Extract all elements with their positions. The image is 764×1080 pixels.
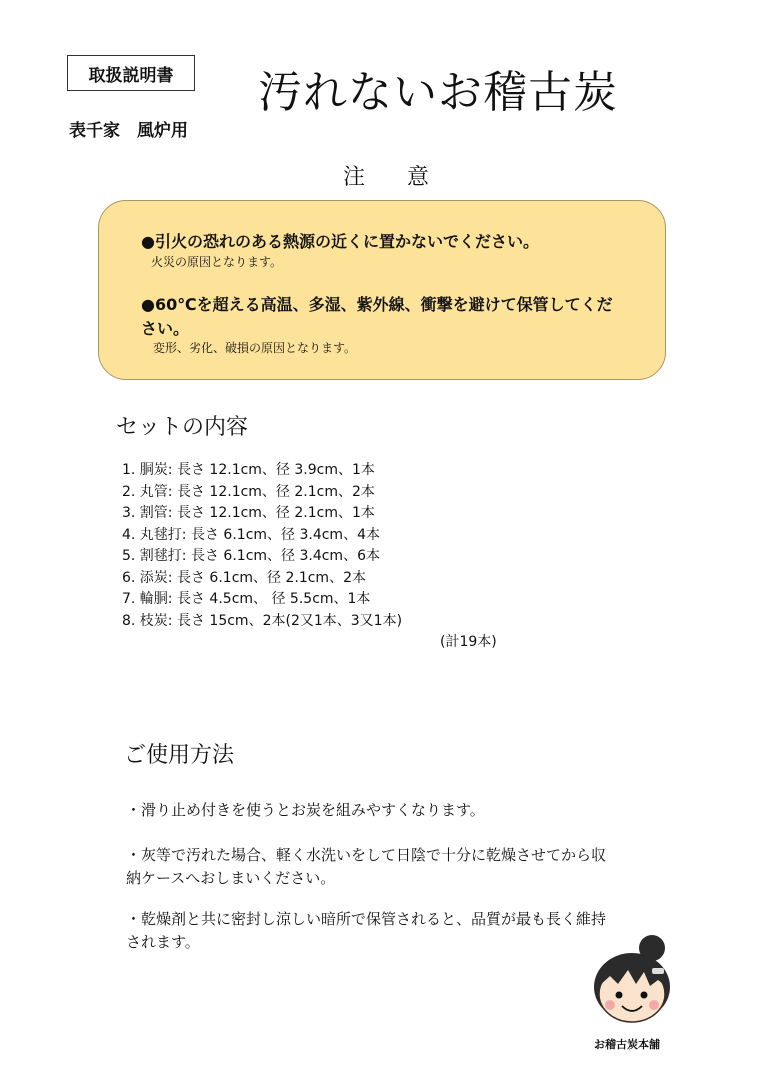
- mascot-face-icon: [588, 932, 678, 1027]
- list-item: 7. 輪胴: 長さ 4.5cm、 径 5.5cm、1本: [122, 591, 371, 607]
- warning-2-cont: さい。: [141, 319, 190, 338]
- total-count: (計19本): [440, 634, 497, 650]
- manual-badge: 取扱説明書: [67, 55, 195, 91]
- caution-heading: 注 意: [343, 165, 440, 190]
- list-item: 3. 割管: 長さ 12.1cm、径 2.1cm、1本: [122, 505, 375, 521]
- usage-2: ・灰等で汚れた場合、軽く水洗いをして日陰で十分に乾燥させてから収: [126, 846, 607, 864]
- list-item: 6. 添炭: 長さ 6.1cm、径 2.1cm、2本: [122, 570, 366, 586]
- warning-1: ●引火の恐れのある熱源の近くに置かないでください。: [141, 232, 539, 251]
- warning-2: ●60℃を超える高温、多湿、紫外線、衝撃を避けて保管してくだ: [141, 295, 613, 314]
- reason-2: 変形、劣化、破損の原因となります。: [153, 341, 357, 355]
- list-item: 1. 胴炭: 長さ 12.1cm、径 3.9cm、1本: [122, 462, 375, 478]
- subtitle: 表千家 風炉用: [69, 121, 188, 141]
- list-item: 4. 丸毬打: 長さ 6.1cm、径 3.4cm、4本: [122, 527, 380, 543]
- contents-heading: セットの内容: [116, 415, 249, 440]
- usage-heading: ご使用方法: [124, 743, 235, 768]
- list-item: 5. 割毬打: 長さ 6.1cm、径 3.4cm、6本: [122, 548, 380, 564]
- usage-1: ・滑り止め付きを使うとお炭を組みやすくなります。: [126, 801, 485, 819]
- list-item: 8. 枝炭: 長さ 15cm、2本(2又1本、3又1本): [122, 613, 403, 629]
- usage-3: ・乾燥剤と共に密封し涼しい暗所で保管されると、品質が最も長く維持: [126, 910, 607, 928]
- list-item: 2. 丸管: 長さ 12.1cm、径 2.1cm、2本: [122, 484, 375, 500]
- usage-3-cont: されます。: [126, 933, 200, 951]
- page-title: 汚れないお稽古炭: [258, 67, 618, 118]
- usage-2-cont: 納ケースへおしまいください。: [126, 869, 336, 887]
- reason-1: 火災の原因となります。: [151, 255, 283, 269]
- shop-name: お稽古炭本舗: [594, 1038, 660, 1051]
